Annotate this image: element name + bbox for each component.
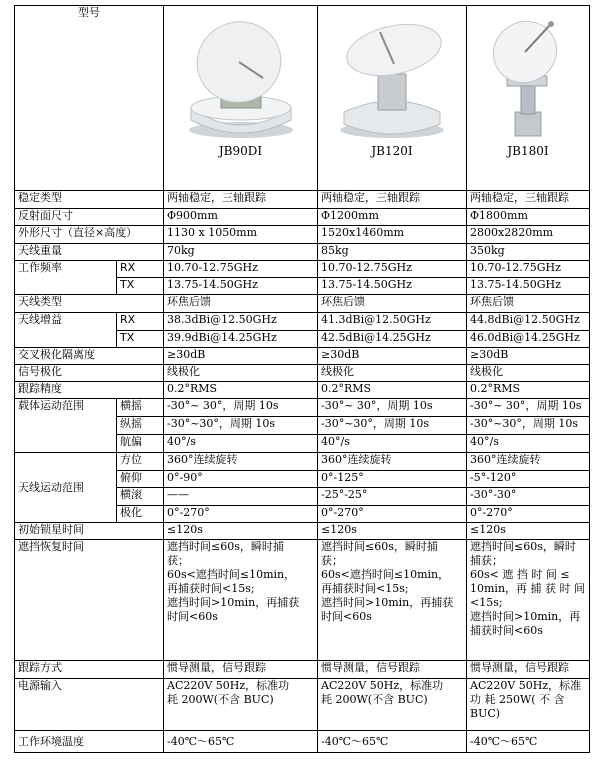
cell: 两轴稳定，三轴跟踪 xyxy=(164,191,318,209)
model-cell-3 xyxy=(467,6,590,191)
cell-line: 60s<遮挡时间≤10min， xyxy=(321,568,450,581)
cell-line: 耗 200W(不含 BUC) xyxy=(167,693,274,706)
row-label: 遮挡恢复时间 xyxy=(15,540,164,661)
cell: 1130 x 1050mm xyxy=(164,226,318,244)
cell-line: 遮挡时间>10min，再捕获 xyxy=(167,596,300,609)
cell: 环焦后馈 xyxy=(467,295,590,313)
cell-line: 功 耗 250W( 不 含 xyxy=(470,693,565,706)
row-label: 天线运动范围 xyxy=(15,453,117,523)
cell: 360°连续旋转 xyxy=(164,453,318,471)
model-name-3: JB180I xyxy=(507,144,549,158)
sub-label: RX xyxy=(117,313,164,331)
table-row xyxy=(15,261,590,278)
row-label: 初始锁星时间 xyxy=(15,523,164,540)
cell: Φ900mm xyxy=(164,209,318,226)
cell: 38.3dBi@12.50GHz xyxy=(164,313,318,331)
table-row xyxy=(15,209,590,226)
cell: -40℃～65℃ xyxy=(467,731,590,753)
cell: 0.2°RMS xyxy=(467,382,590,399)
model-name-1: JB90DI xyxy=(218,144,263,158)
cell-line: 再捕获时间<15s; xyxy=(167,582,255,595)
table-row xyxy=(15,348,590,365)
cell: 41.3dBi@12.50GHz xyxy=(318,313,467,331)
row-label: 外形尺寸（直径×高度） xyxy=(15,226,164,244)
table-row xyxy=(15,191,590,209)
table-row xyxy=(15,313,590,331)
row-label: 电源输入 xyxy=(15,679,164,731)
cell: 2800x2820mm xyxy=(467,226,590,244)
cell: 39.9dBi@14.25GHz xyxy=(164,331,318,348)
cell: 10.70-12.75GHz xyxy=(318,261,467,278)
cell: 13.75-14.50GHz xyxy=(318,278,467,295)
cell: 42.5dBi@14.25GHz xyxy=(318,331,467,348)
cell: ≤120s xyxy=(467,523,590,540)
cell: -5°-120° xyxy=(467,471,590,488)
cell: 40°/s xyxy=(318,435,467,453)
cell: 0°-270° xyxy=(467,506,590,523)
cell-line: 遮挡时间>10min，再 xyxy=(470,610,581,623)
cell-line: 耗 200W(不含 BUC) xyxy=(321,693,428,706)
sub-label: 方位 xyxy=(117,453,164,471)
cell-line: 获； xyxy=(167,554,189,567)
row-label: 反射面尺寸 xyxy=(15,209,164,226)
cell: 线极化 xyxy=(164,365,318,382)
row-label: 天线类型 xyxy=(15,295,164,313)
row-label: 载体运动范围 xyxy=(15,399,117,453)
cell: 0°-270° xyxy=(164,506,318,523)
row-label: 跟踪方式 xyxy=(15,661,164,679)
cell: 40°/s xyxy=(164,435,318,453)
cell: -30°~ 30°，周期 10s xyxy=(467,399,590,417)
cell: -25°-25° xyxy=(318,488,467,506)
table-row xyxy=(15,540,590,661)
cell: ≥30dB xyxy=(318,348,467,365)
sub-label: TX xyxy=(117,278,164,295)
row-label: 工作频率 xyxy=(15,261,117,295)
cell: 线极化 xyxy=(318,365,467,382)
sub-label: RX xyxy=(117,261,164,278)
row-label: 稳定类型 xyxy=(15,191,164,209)
antenna-120-icon xyxy=(332,12,452,140)
cell: 46.0dBi@14.25GHz xyxy=(467,331,590,348)
table-row xyxy=(15,399,590,417)
cell: 惯导测量，信号跟踪 xyxy=(318,661,467,679)
cell: ≥30dB xyxy=(467,348,590,365)
sub-label: 俯仰 xyxy=(117,471,164,488)
cell: ≤120s xyxy=(164,523,318,540)
cell: ≥30dB xyxy=(164,348,318,365)
table-row xyxy=(15,661,590,679)
cell: 惯导测量，信号跟踪 xyxy=(164,661,318,679)
cell-line: 再捕获时间<15s; xyxy=(321,582,409,595)
cell: 360°连续旋转 xyxy=(467,453,590,471)
cell: -40℃～65℃ xyxy=(318,731,467,753)
table-row xyxy=(15,382,590,399)
cell: -30°~30°，周期 10s xyxy=(318,417,467,435)
cell: -40℃～65℃ xyxy=(164,731,318,753)
cell: -30°~ 30°，周期 10s xyxy=(318,399,467,417)
model-cell-2 xyxy=(318,6,467,191)
cell: 85kg xyxy=(318,244,467,261)
cell xyxy=(164,679,318,731)
spec-table xyxy=(14,5,590,753)
cell-line: 遮挡时间≤60s，瞬时捕 xyxy=(167,540,284,553)
model-label: 型号 xyxy=(15,6,164,191)
row-label: 跟踪精度 xyxy=(15,382,164,399)
cell-line: BUC) xyxy=(470,707,501,720)
cell: 两轴稳定，三轴跟踪 xyxy=(467,191,590,209)
cell: 360°连续旋转 xyxy=(318,453,467,471)
sub-label: 横滚 xyxy=(117,488,164,506)
model-cell-1 xyxy=(164,6,318,191)
cell-line: AC220V 50Hz，标准功 xyxy=(167,679,290,692)
model-row xyxy=(15,6,590,191)
cell: -30°~ 30°，周期 10s xyxy=(164,399,318,417)
cell-line: 捕获； xyxy=(470,554,503,567)
cell: -30°-30° xyxy=(467,488,590,506)
cell xyxy=(318,540,467,661)
antenna-90-icon xyxy=(181,12,301,140)
cell-line: AC220V 50Hz，标准功 xyxy=(321,679,444,692)
table-row xyxy=(15,365,590,382)
sub-label: 航偏 xyxy=(117,435,164,453)
cell: 0°-270° xyxy=(318,506,467,523)
cell: -30°~30°，周期 10s xyxy=(164,417,318,435)
cell xyxy=(318,679,467,731)
cell-line: AC220V 50Hz，标准 xyxy=(470,679,582,692)
cell: 1520x1460mm xyxy=(318,226,467,244)
table-row xyxy=(15,679,590,731)
cell-line: 时间<60s xyxy=(167,610,218,623)
cell: 70kg xyxy=(164,244,318,261)
sub-label: 极化 xyxy=(117,506,164,523)
row-label: 天线增益 xyxy=(15,313,117,348)
cell: 350kg xyxy=(467,244,590,261)
cell: 环焦后馈 xyxy=(318,295,467,313)
cell: 10.70-12.75GHz xyxy=(164,261,318,278)
cell: 0°-125° xyxy=(318,471,467,488)
table-row xyxy=(15,731,590,753)
cell-line: 遮挡时间≤60s，瞬时捕 xyxy=(321,540,438,553)
cell-line: 60s<遮挡时间≤10min， xyxy=(167,568,296,581)
cell xyxy=(467,679,590,731)
cell-line: 60s< 遮 挡 时 间 ≤ xyxy=(470,568,570,581)
sub-label: 纵摇 xyxy=(117,417,164,435)
cell: 两轴稳定，三轴跟踪 xyxy=(318,191,467,209)
cell: Φ1800mm xyxy=(467,209,590,226)
row-label: 工作环境温度 xyxy=(15,731,164,753)
cell: -30°~30°，周期 10s xyxy=(467,417,590,435)
sub-label: TX xyxy=(117,331,164,348)
cell: 环焦后馈 xyxy=(164,295,318,313)
row-label: 交叉极化隔离度 xyxy=(15,348,164,365)
table-row xyxy=(15,295,590,313)
cell: ≤120s xyxy=(318,523,467,540)
cell: Φ1200mm xyxy=(318,209,467,226)
cell: 惯导测量，信号跟踪 xyxy=(467,661,590,679)
cell: 44.8dBi@12.50GHz xyxy=(467,313,590,331)
row-label: 天线重量 xyxy=(15,244,164,261)
cell: 0°-90° xyxy=(164,471,318,488)
cell-line: 捕获时间<60s xyxy=(470,624,543,637)
cell: 0.2°RMS xyxy=(318,382,467,399)
sub-label: 横摇 xyxy=(117,399,164,417)
cell: 0.2°RMS xyxy=(164,382,318,399)
cell xyxy=(164,540,318,661)
cell: 13.75-14.50GHz xyxy=(164,278,318,295)
cell xyxy=(467,540,590,661)
cell-line: 遮挡时间>10min，再捕获 xyxy=(321,596,454,609)
cell-line: 10min，再 捕 获 时 间 xyxy=(470,582,586,595)
cell: 10.70-12.75GHz xyxy=(467,261,590,278)
antenna-180-icon xyxy=(473,12,583,140)
cell: —— xyxy=(164,488,318,506)
cell-line: <15s; xyxy=(470,596,503,609)
cell: 线极化 xyxy=(467,365,590,382)
table-row xyxy=(15,226,590,244)
model-name-2: JB120I xyxy=(371,144,413,158)
row-label: 信号极化 xyxy=(15,365,164,382)
table-row xyxy=(15,244,590,261)
cell-line: 遮挡时间≤60s，瞬时 xyxy=(470,540,576,553)
cell: 40°/s xyxy=(467,435,590,453)
cell-line: 获； xyxy=(321,554,343,567)
cell: 13.75-14.50GHz xyxy=(467,278,590,295)
table-row xyxy=(15,453,590,471)
cell-line: 时间<60s xyxy=(321,610,372,623)
table-row xyxy=(15,523,590,540)
